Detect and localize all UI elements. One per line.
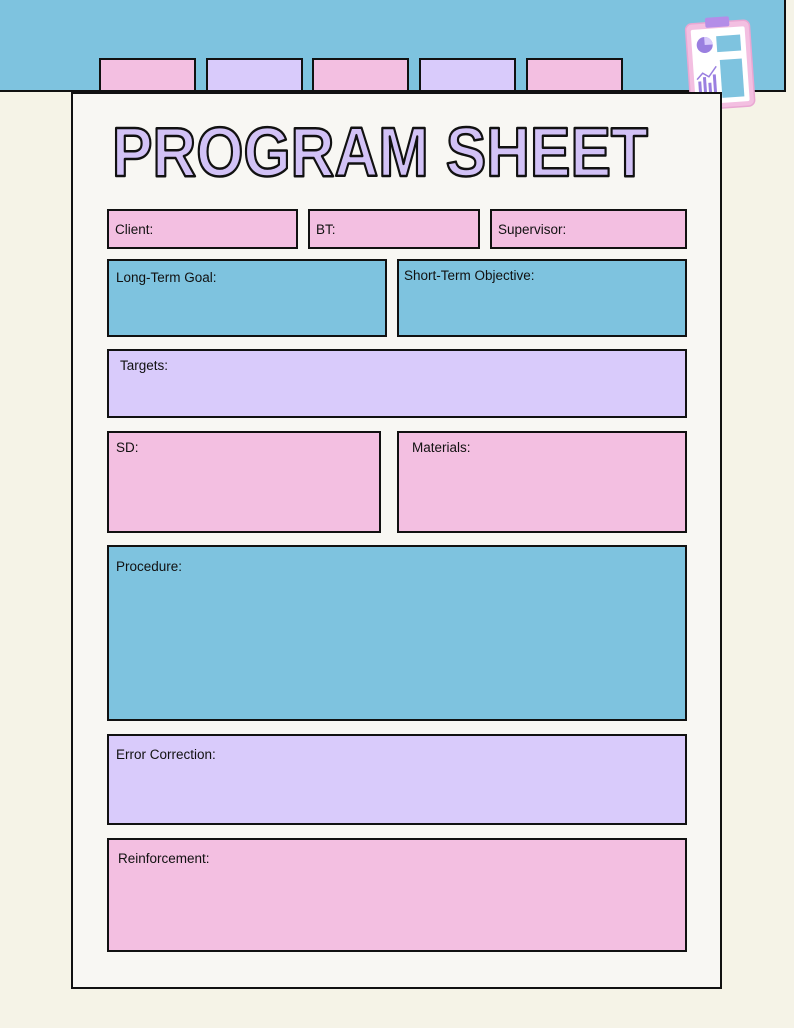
long-term-goal-label: Long-Term Goal: [116, 270, 217, 285]
procedure-label: Procedure: [116, 559, 183, 574]
header-tab-3 [312, 58, 409, 90]
procedure-field[interactable] [107, 545, 687, 721]
materials-field[interactable] [397, 431, 687, 533]
supervisor-label: Supervisor: [498, 222, 567, 237]
materials-label: Materials: [412, 440, 471, 455]
sd-label: SD: [116, 440, 139, 455]
client-label: Client: [115, 222, 154, 237]
header-tab-5 [526, 58, 623, 90]
page-title [108, 110, 668, 190]
reinforcement-field[interactable] [107, 838, 687, 952]
header-tab-1 [99, 58, 196, 90]
header-tab-2 [206, 58, 303, 90]
targets-field[interactable] [107, 349, 687, 418]
error-correction-label: Error Correction: [116, 747, 216, 762]
short-term-objective-label: Short-Term Objective: [404, 268, 535, 283]
long-term-goal-field[interactable] [107, 259, 387, 337]
client-field[interactable] [107, 209, 298, 249]
page-title-text: PROGRAM SHEET [112, 113, 648, 191]
error-correction-field[interactable] [107, 734, 687, 825]
sd-field[interactable] [107, 431, 381, 533]
bt-field[interactable] [308, 209, 480, 249]
header-tab-4 [419, 58, 516, 90]
bt-label: BT: [316, 222, 336, 237]
reinforcement-label: Reinforcement: [118, 851, 210, 866]
targets-label: Targets: [120, 358, 169, 373]
supervisor-field[interactable] [490, 209, 687, 249]
short-term-objective-field[interactable] [397, 259, 687, 337]
